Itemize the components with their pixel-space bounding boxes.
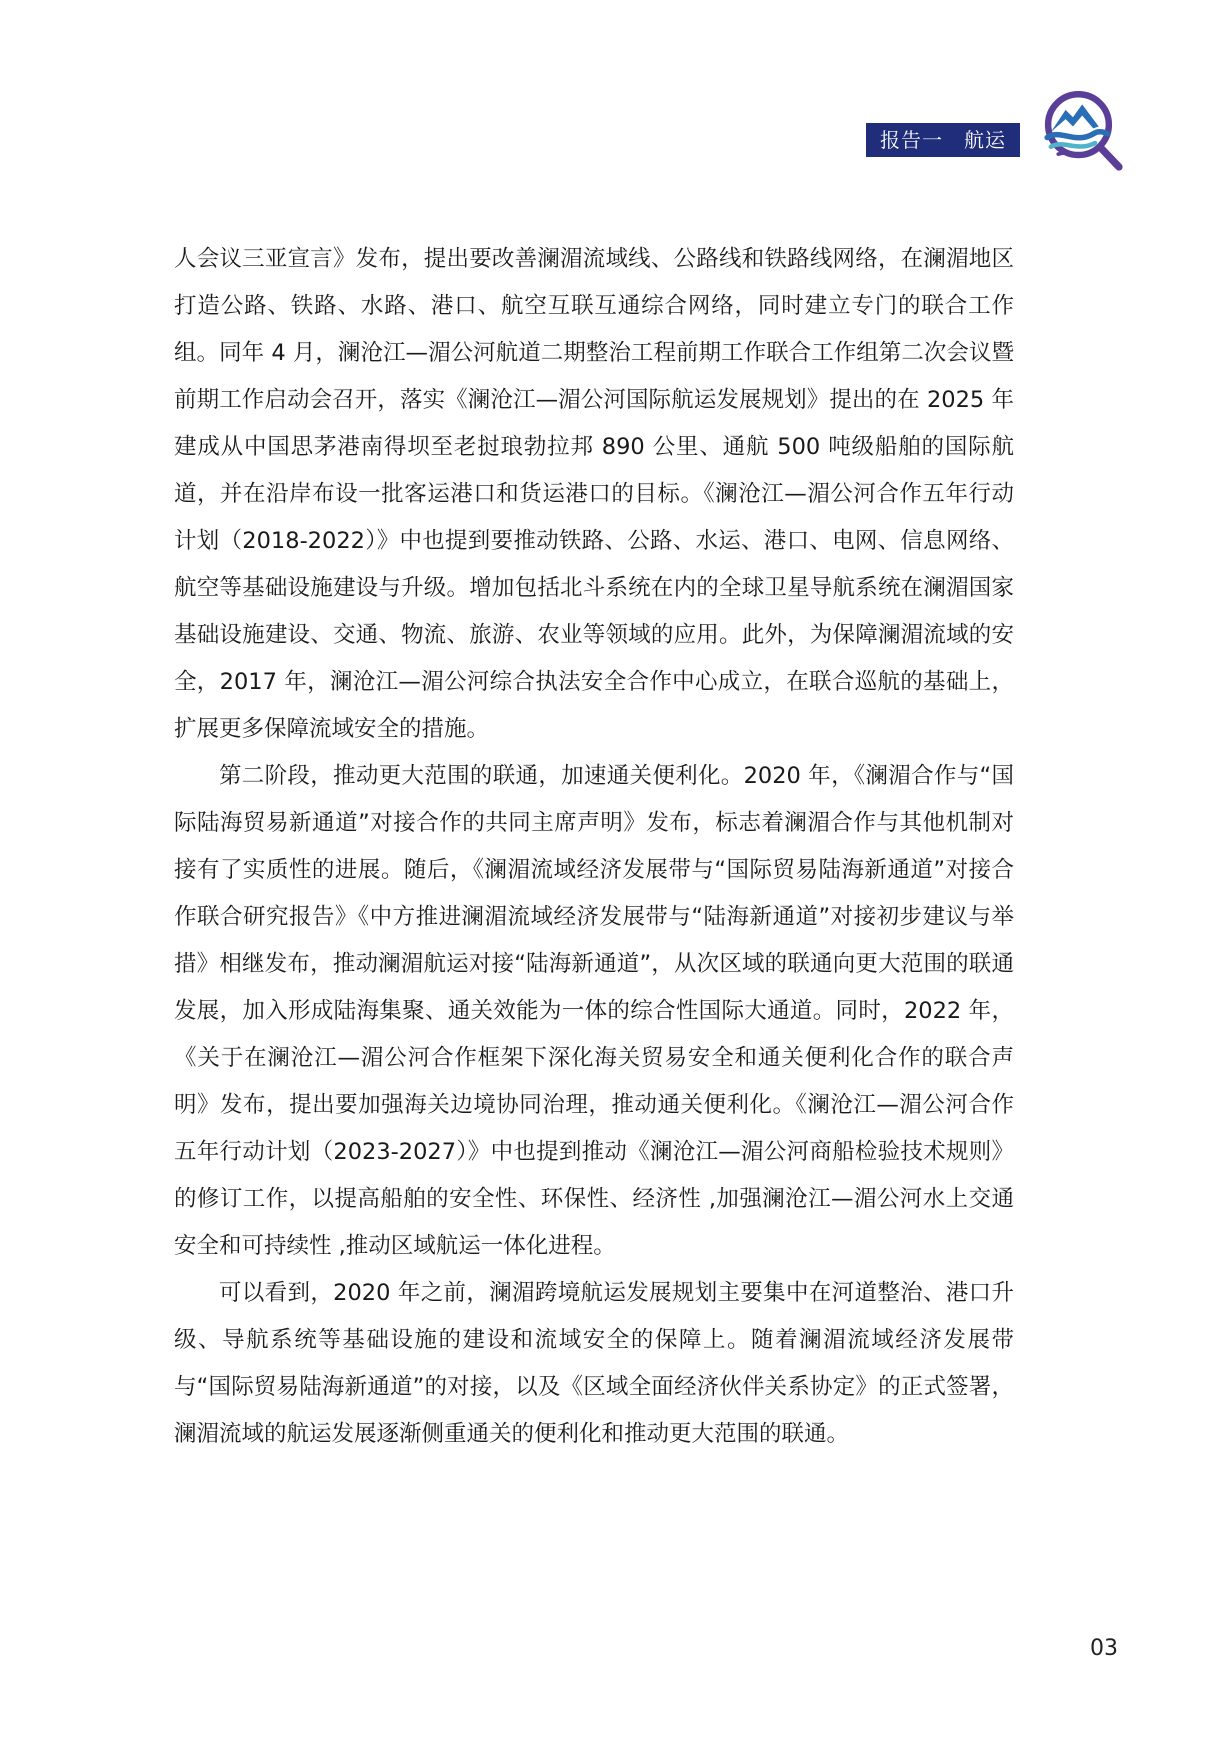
paragraph-summary: 可以看到，2020 年之前，澜湄跨境航运发展规划主要集中在河道整治、港口升级、导航系统等基础设施的建设和流域安全的保障上。随着澜湄流域经济发展带与“国际贸易陆海新通道”的对接，以及《区域全面经济伙伴关系协定》的正式签署，澜湄流域的航运发展逐渐侧重通关的便利化和推动更大范围的联通。 [174,1280,1014,1447]
paragraph-continued: 人会议三亚宣言》发布，提出要改善澜湄流域线、公路线和铁路线网络，在澜湄地区打造公路、铁路、水路、港口、航空互联互通综合网络，同时建立专门的联合工作组。同年 4 月，澜沧江—湄公河航道二期整治工程前期工作联合工作组第二次会议暨前期工作启动会召开，落实《澜沧江—湄公河国际航运发展规划》提出的在 2025 年建成从中国思茅港南得坝至老挝琅勃拉邦 890 公里、通航 500 吨级船舶的国际航道，并在沿岸布设一批客运港口和货运港口的目标。《澜沧江—湄公河合作五年行动计划（2018-2022）》中也提到要推动铁路、公路、水运、港口、电网、信息网络、航空等基础设施建设与升级。增加包括北斗系统在内的全球卫星导航系统在澜湄国家基础设施建设、交通、物流、旅游、农业等领域的应用。此外，为保障澜湄流域的安全，2017 年，澜沧江—湄公河综合执法安全合作中心成立，在联合巡航的基础上，扩展更多保障流域安全的措施。 [174,246,1014,742]
page-number: 03 [1090,1636,1118,1661]
paragraph-stage-two: 第二阶段，推动更大范围的联通，加速通关便利化。2020 年，《澜湄合作与“国际陆海贸易新通道”对接合作的共同主席声明》发布，标志着澜湄合作与其他机制对接有了实质性的进展。随后，《澜湄流域经济发展带与“国际贸易陆海新通道”对接合作联合研究报告》《中方推进澜湄流域经济发展带与“陆海新通道”对接初步建议与举措》相继发布，推动澜湄航运对接“陆海新通道”，从次区域的联通向更大范围的联通发展，加入形成陆海集聚、通关效能为一体的综合性国际大通道。同时，2022 年，《关于在澜沧江—湄公河合作框架下深化海关贸易安全和通关便利化合作的联合声明》发布，提出要加强海关边境协同治理，推动通关便利化。《澜沧江—湄公河合作五年行动计划（2023-2027）》中也提到推动《澜沧江—湄公河商船检验技术规则》的修订工作，以提高船舶的安全性、环保性、经济性 ,加强澜沧江—湄公河水上交通安全和可持续性 ,推动区域航运一体化进程。 [174,763,1014,1259]
section-header-label: 报告一 航运 [866,123,1020,157]
report-logo-icon [1038,86,1130,178]
main-text-body [174,236,1014,1458]
